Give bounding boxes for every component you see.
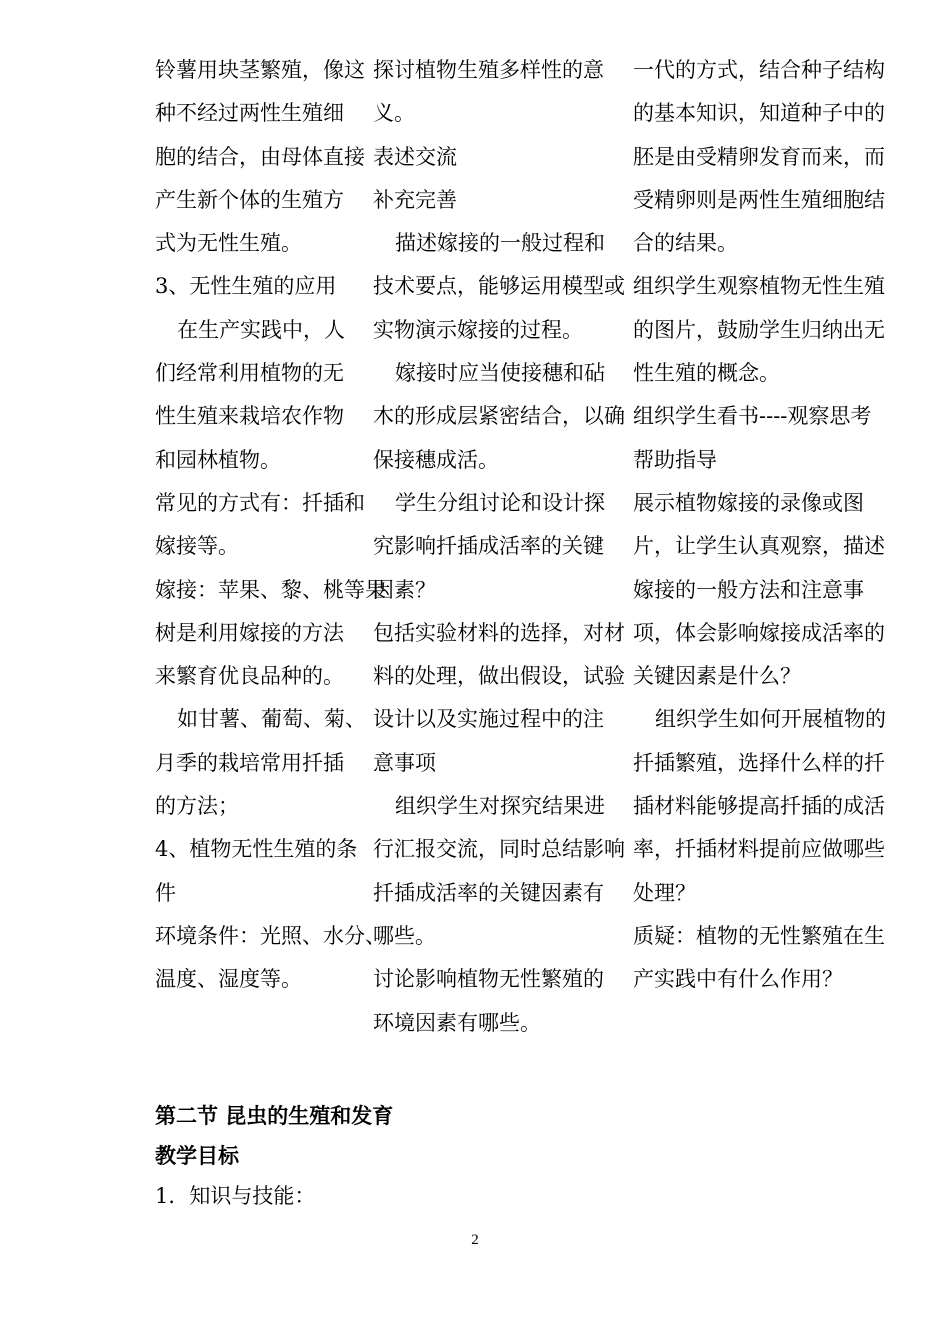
text-line: 们经常利用植物的无 [155, 361, 344, 386]
text-line: 料的处理，做出假设，试验 [373, 664, 625, 689]
text-line: 插材料能够提高扦插的成活 [633, 794, 885, 819]
text-line: 帮助指导 [633, 447, 717, 472]
text-line: 学生分组讨论和设计探 [395, 490, 605, 515]
text-line: 补充完善 [373, 187, 457, 212]
text-line: 的方法； [155, 794, 239, 819]
text-line: 保接穗成活。 [373, 447, 499, 472]
text-line: 一代的方式，结合种子结构 [633, 58, 885, 82]
text-line: 如甘薯、葡萄、菊、 [177, 707, 366, 732]
text-line: 意事项 [373, 750, 436, 775]
text-line: 组织学生观察植物无性生殖 [633, 274, 885, 299]
text-line: 嫁接：苹果、黎、桃等果 [155, 577, 386, 602]
text-line: 嫁接时应当使接穗和砧 [395, 361, 605, 386]
text-line: 件 [155, 880, 176, 905]
text-line: 木的形成层紧密结合，以确 [373, 404, 625, 429]
text-line: 设计以及实施过程中的注 [373, 707, 604, 732]
text-line: 树是利用嫁接的方法 [155, 620, 344, 645]
text-line: 描述嫁接的一般过程和 [395, 231, 605, 256]
teacher-activity-column [633, 49, 903, 1002]
text-line: 组织学生看书----观察思考 [633, 404, 872, 429]
text-line: 的基本知识，知道种子中的 [633, 101, 885, 126]
text-line: 实物演示嫁接的过程。 [373, 317, 583, 342]
text-line: 究影响扦插成活率的关键 [373, 534, 604, 559]
text-line: 产实践中有什么作用？ [633, 967, 843, 992]
text-line: 环境因素有哪些。 [373, 1010, 541, 1035]
text-line: 率，扦插材料提前应做哪些 [633, 837, 885, 862]
section-title: 第二节 昆虫的生殖和发育 [155, 1104, 394, 1128]
text-line: 组织学生如何开展植物的 [655, 707, 886, 732]
text-line: 性生殖的概念。 [633, 361, 780, 386]
text-line: 在生产实践中，人 [177, 317, 345, 342]
text-line: 式为无性生殖。 [155, 231, 302, 256]
student-activity-column [373, 49, 635, 1045]
text-line: 哪些。 [373, 923, 436, 948]
text-line: 义。 [373, 101, 415, 126]
content-column [155, 49, 386, 1002]
text-line: 表述交流 [373, 144, 457, 169]
text-line: 种不经过两性生殖细 [155, 101, 344, 126]
text-line: 合的结果。 [633, 231, 738, 256]
text-line: 温度、湿度等。 [155, 967, 302, 992]
text-line: 关键因素是什么？ [633, 664, 801, 689]
text-line: 处理？ [633, 880, 696, 905]
text-line: 和园林植物。 [155, 447, 281, 472]
text-line: 胚是由受精卵发育而来，而 [633, 144, 885, 169]
text-line: 月季的栽培常用扦插 [155, 750, 344, 775]
text-line: 3、无性生殖的应用 [155, 274, 337, 299]
text-line: 行汇报交流，同时总结影响 [373, 837, 625, 862]
text-line: 质疑：植物的无性繁殖在生 [633, 923, 885, 948]
goal-item: 1．知识与技能： [155, 1184, 316, 1208]
text-line: 4、植物无性生殖的条 [155, 837, 358, 862]
text-line: 扦插成活率的关键因素有 [373, 880, 604, 905]
text-line: 扦插繁殖，选择什么样的扦 [633, 750, 885, 775]
text-line: 嫁接的一般方法和注意事 [633, 577, 864, 602]
text-line: 受精卵则是两性生殖细胞结 [633, 187, 885, 212]
text-line: 性生殖来栽培农作物 [155, 404, 344, 429]
text-line: 组织学生对探究结果进 [395, 794, 605, 819]
text-line: 展示植物嫁接的录像或图 [633, 490, 864, 515]
text-line: 项，体会影响嫁接成活率的 [633, 620, 885, 645]
text-line: 铃薯用块茎繁殖，像这 [155, 58, 365, 82]
text-line: 包括实验材料的选择，对材 [373, 620, 625, 645]
text-line: 产生新个体的生殖方 [155, 187, 344, 212]
text-line: 的图片，鼓励学生归纳出无 [633, 317, 885, 342]
text-line: 常见的方式有：扦插和 [155, 490, 365, 515]
text-line: 环境条件：光照、水分、 [155, 923, 386, 948]
text-line: 片，让学生认真观察，描述 [633, 534, 885, 559]
text-line: 讨论影响植物无性繁殖的 [373, 967, 604, 992]
text-line: 因素？ [373, 577, 436, 602]
text-line: 探讨植物生殖多样性的意 [373, 58, 604, 82]
text-line: 嫁接等。 [155, 534, 239, 559]
text-line: 技术要点，能够运用模型或 [373, 274, 625, 299]
text-line: 胞的结合，由母体直接 [155, 144, 365, 169]
page-number: 2 [471, 1232, 479, 1248]
teaching-goals-heading: 教学目标 [155, 1144, 239, 1168]
text-line: 来繁育优良品种的。 [155, 664, 344, 689]
